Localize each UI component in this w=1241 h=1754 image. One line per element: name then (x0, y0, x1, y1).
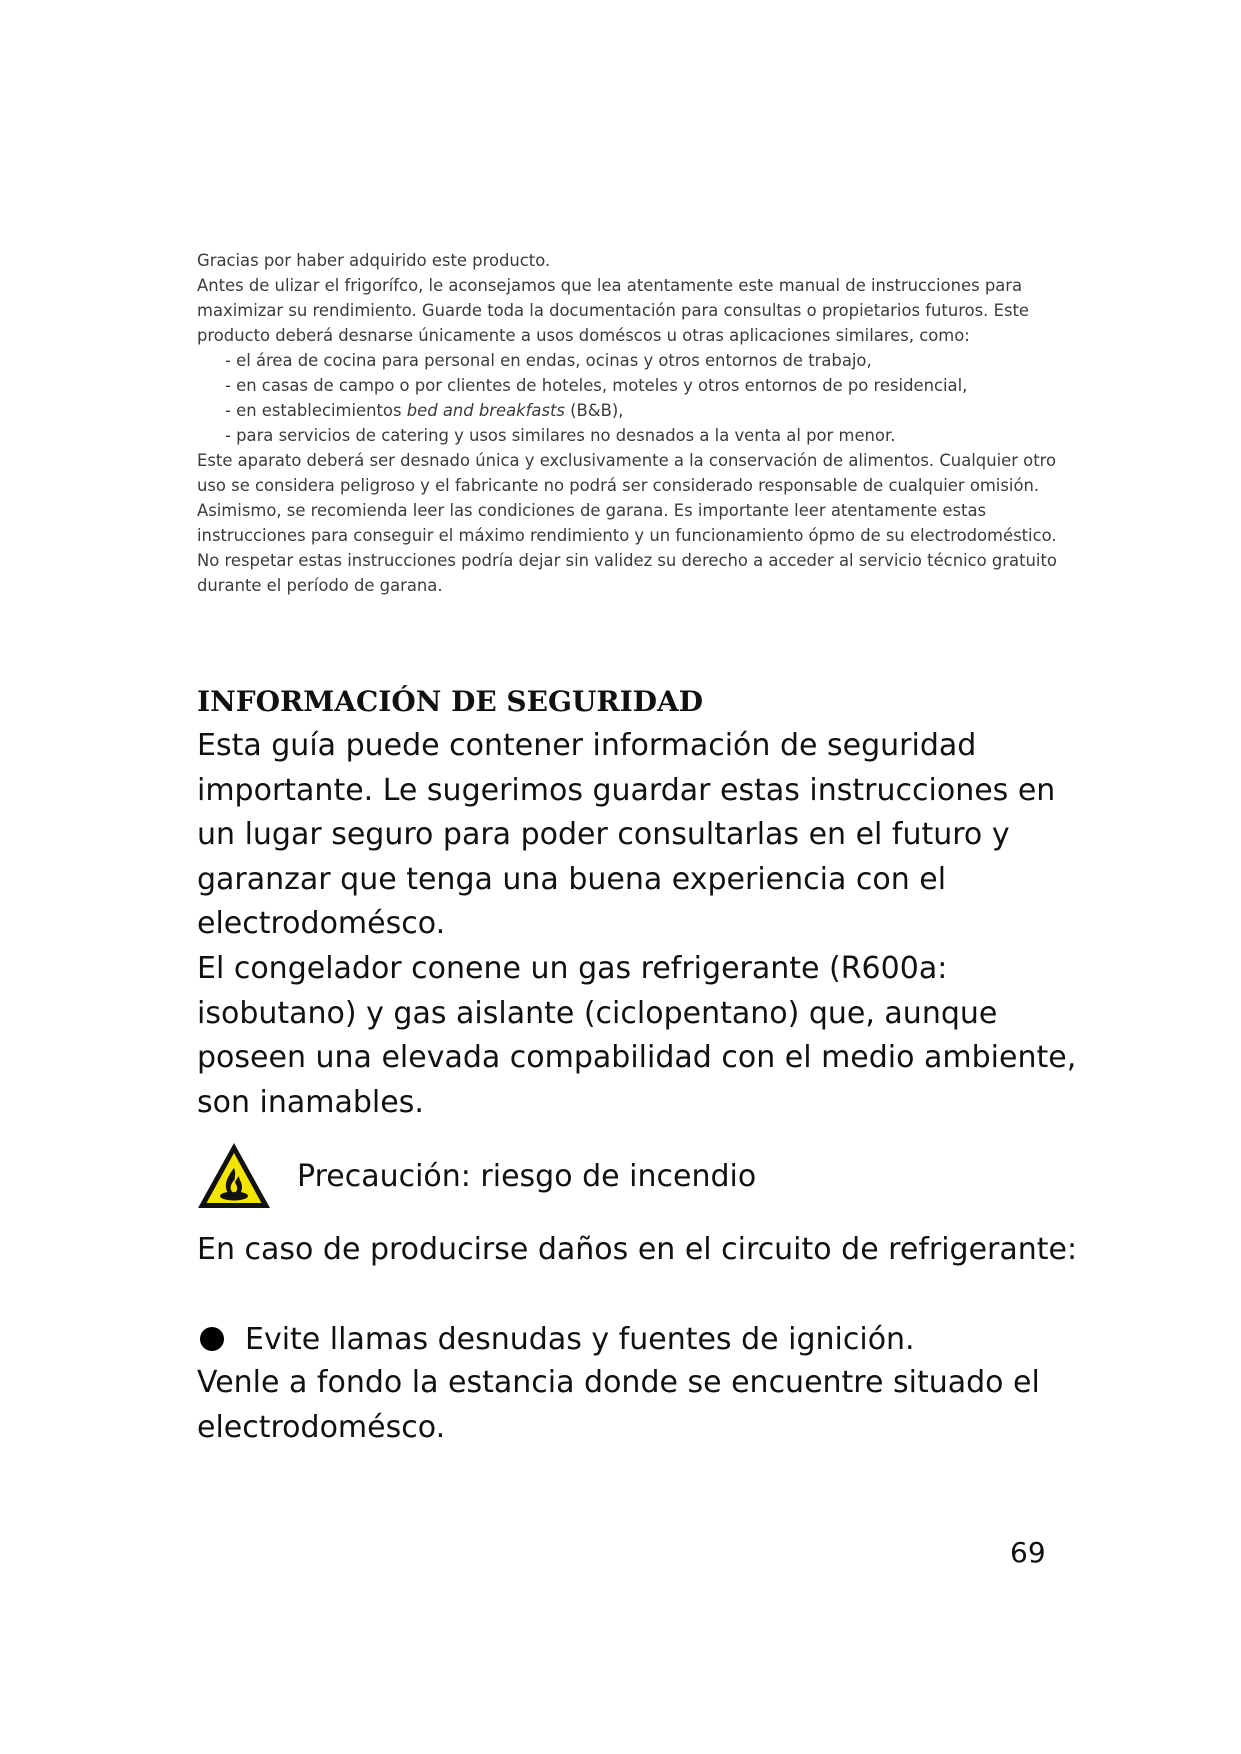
section-title: INFORMACIÓN DE SEGURIDAD (197, 685, 703, 718)
fire-warning (195, 1138, 756, 1214)
intro-section (197, 248, 1057, 598)
intro-paragraph-2: Este aparato deberá ser desnado única y exclusivamente a la conservación de alimentos. Cualquier otro uso se considera peligroso y el fabricante no podrá ser considerado responsable de cualquier omisión. Asimismo, se recomienda leer las condiciones de garana. Es importante leer atentamente estas instrucciones para conseguir el máximo rendimiento y un funcionamiento ópmo de su electrodoméstico. No respetar estas instrucciones podría dejar sin validez su derecho a acceder al servicio técnico gratuito durante el período de garana. (197, 451, 1057, 595)
safety-paragraph-2: El congelador conene un gas refrigerante (R600a: isobutano) y gas aislante (ciclopentano) que, aunque poseen una elevada compabilidad con el medio ambiente, son inamables. (197, 950, 1077, 1120)
use-item-catering: - para servicios de catering y usos similares no desnados a la venta al por menor. (225, 426, 896, 445)
warning-label: Precaución: riesgo de incendio (297, 1158, 757, 1194)
safety-paragraphs (197, 724, 1097, 1125)
intro-paragraph-1: Antes de ulizar el frigorífco, le aconsejamos que lea atentamente este manual de instrucciones para maximizar su rendimiento. Guarde toda la documentación para consultas o propietarios futuros. Este producto deberá desnarse únicamente a usos doméscos u otras aplicaciones similares, como: (197, 276, 1029, 345)
use-item-bnb (197, 398, 1057, 423)
damage-intro: En caso de producirse daños en el circuito de refrigerante: (197, 1232, 1078, 1267)
ventilate-text: Venle a fondo la estancia donde se encuentre situado el electrodomésco. (197, 1365, 1040, 1445)
bnb-italic: bed and breakfasts (406, 401, 565, 420)
bnb-prefix: - en establecimientos (225, 401, 407, 420)
bnb-suffix: (B&B), (564, 401, 624, 420)
bullet-text: Evite llamas desnudas y fuentes de ignición. (245, 1321, 915, 1357)
page-number: 69 (1010, 1536, 1046, 1569)
bullet-icon (200, 1327, 224, 1351)
use-item-kitchen: - el área de cocina para personal en endas, ocinas y otros entornos de trabajo, (225, 351, 872, 370)
thanks-text: Gracias por haber adquirido este producto. (197, 251, 551, 270)
flammable-warning-icon (195, 1140, 273, 1212)
bullet-item (197, 1317, 915, 1361)
use-item-hotels: - en casas de campo o por clientes de hoteles, moteles y otros entornos de po residencial, (225, 376, 968, 395)
safety-paragraph-1: Esta guía puede contener información de seguridad importante. Le sugerimos guardar estas instrucciones en un lugar seguro para poder consultarlas en el futuro y garanzar que tenga una buena experiencia con el electrodomésco. (197, 728, 1056, 942)
